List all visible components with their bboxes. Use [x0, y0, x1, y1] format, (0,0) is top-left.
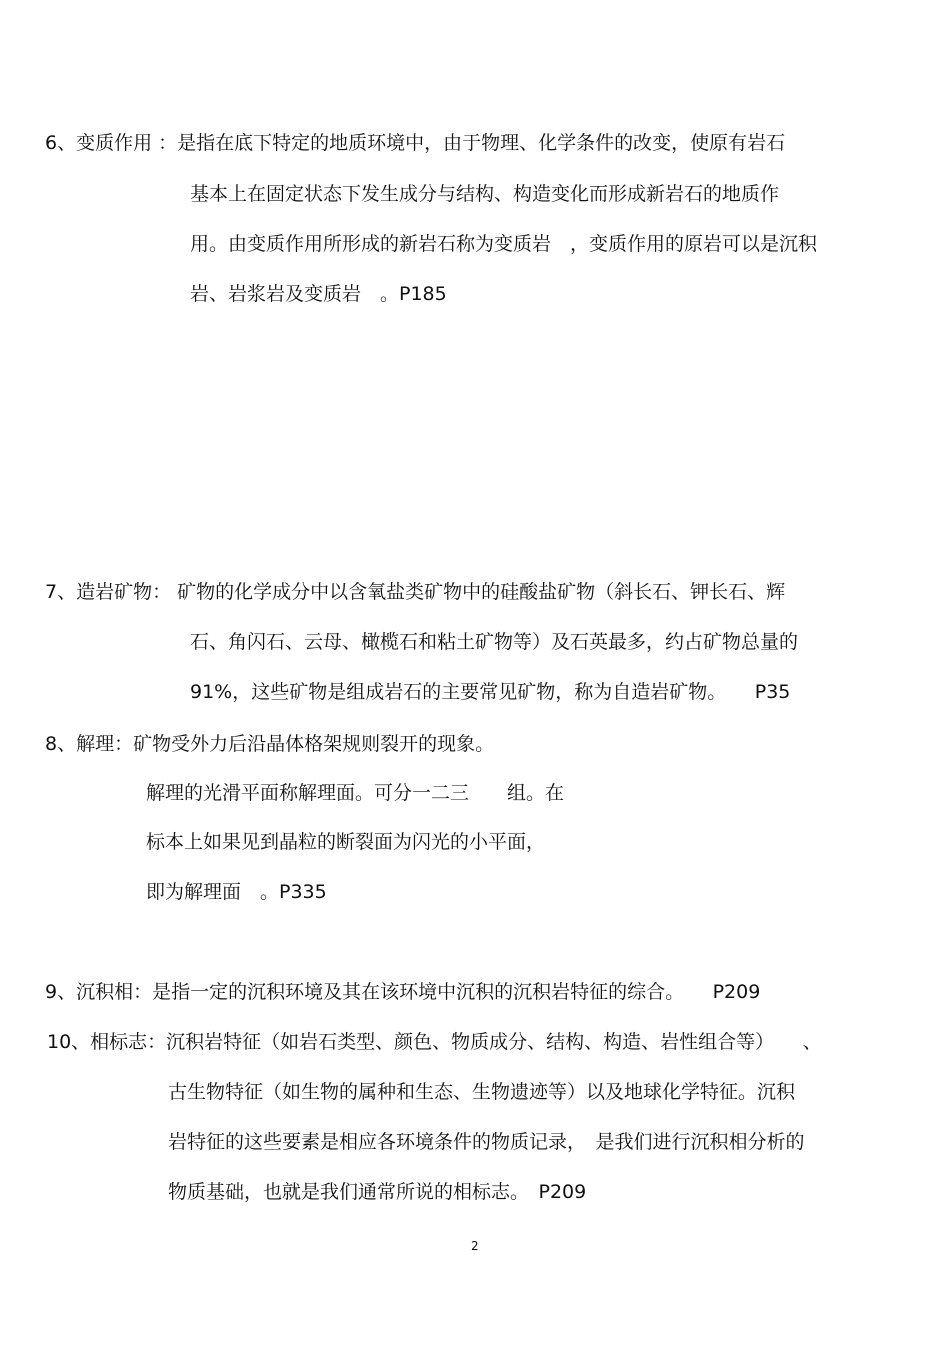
entry-6-line-4: 岩、岩浆岩及变质岩 。P185	[190, 283, 447, 305]
entry-7-line-1: 7、造岩矿物： 矿物的化学成分中以含氧盐类矿物中的硅酸盐矿物（斜长石、钾长石、辉	[45, 581, 786, 603]
entry-6-line-3: 用。由变质作用所形成的新岩石称为变质岩 ，变质作用的原岩可以是沉积	[190, 233, 818, 255]
entry-6-line-2: 基本上在固定状态下发生成分与结构、构造变化而形成新岩石的地质作	[190, 183, 780, 205]
page-number: 2	[471, 1239, 479, 1253]
entry-8-line-4: 即为解理面 。P335	[146, 881, 327, 903]
entry-10-line-4: 物质基础，也就是我们通常所说的相标志。 P209	[168, 1181, 587, 1203]
entry-10-line-1: 10、相标志：沉积岩特征（如岩石类型、颜色、物质成分、结构、构造、岩性组合等） 、	[47, 1031, 822, 1053]
entry-10-line-2: 古生物特征（如生物的属种和生态、生物遗迹等）以及地球化学特征。沉积	[168, 1081, 796, 1103]
entry-7-line-2: 石、角闪石、云母、橄榄石和粘土矿物等）及石英最多，约占矿物总量的	[190, 631, 799, 653]
entry-7-line-3: 91%，这些矿物是组成岩石的主要常见矿物，称为自造岩矿物。 P35	[190, 681, 791, 703]
entry-6-line-1: 6、变质作用 ：是指在底下特定的地质环境中，由于物理、化学条件的改变，使原有岩石	[45, 132, 786, 154]
entry-10-line-3: 岩特征的这些要素是相应各环境条件的物质记录， 是我们进行沉积相分析的	[168, 1131, 805, 1153]
entry-9-line-1: 9、沉积相：是指一定的沉积环境及其在该环境中沉积的沉积岩特征的综合。 P209	[45, 981, 761, 1003]
entry-8-line-1: 8、解理：矿物受外力后沿晶体格架规则裂开的现象。	[45, 733, 495, 755]
entry-8-line-2: 解理的光滑平面称解理面。可分一二三 组。在	[146, 782, 565, 804]
entry-8-line-3: 标本上如果见到晶粒的断裂面为闪光的小平面，	[146, 831, 546, 853]
